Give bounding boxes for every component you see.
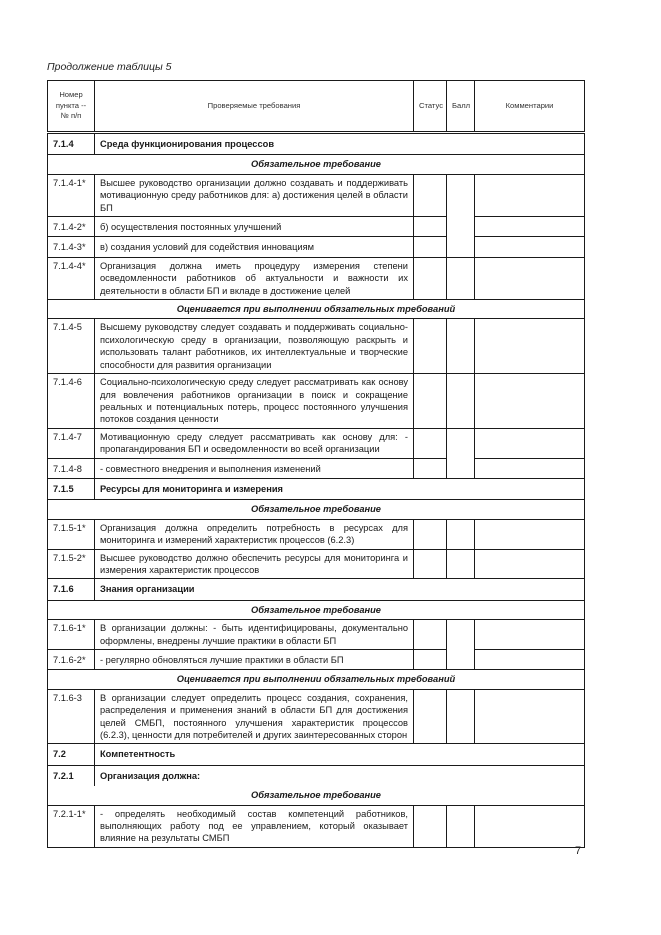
- status-cell[interactable]: [414, 174, 447, 216]
- score-cell[interactable]: [447, 689, 475, 744]
- page-number: 7: [575, 845, 582, 857]
- header-requirements: Проверяемые требования: [95, 81, 414, 133]
- item-number: 7.1.4-8: [48, 458, 95, 478]
- table-row: [48, 620, 585, 650]
- table-row: [48, 217, 585, 237]
- table-caption: Продолжение таблицы 5: [47, 61, 172, 73]
- table-row: [48, 257, 585, 299]
- table-row: [48, 650, 585, 670]
- section-row: [48, 579, 585, 600]
- comment-cell[interactable]: [475, 319, 585, 374]
- status-cell[interactable]: [414, 257, 447, 299]
- header-score: Балл: [447, 81, 475, 133]
- score-cell[interactable]: [447, 257, 475, 299]
- header-status: Статус: [414, 81, 447, 133]
- item-text: Мотивационную среду следует рассматривать как основу для: - пропагандирования БП и осведомленности во всей организации: [95, 428, 414, 458]
- table-row: [48, 374, 585, 429]
- item-text: б) осуществления постоянных улучшений: [95, 217, 414, 237]
- item-number: 7.1.4-7: [48, 428, 95, 458]
- subheader-row: [48, 786, 585, 805]
- item-number: 7.1.4-1*: [48, 174, 95, 216]
- section-title: Знания организации: [95, 579, 585, 600]
- section-row: [48, 744, 585, 765]
- comment-cell[interactable]: [475, 217, 585, 237]
- section-title: Среда функционирования процессов: [95, 133, 585, 155]
- header-number: Номер пункта -- № п/п: [48, 81, 95, 133]
- subheader-label: Обязательное требование: [48, 786, 585, 805]
- score-cell[interactable]: [447, 319, 475, 374]
- item-number: 7.1.6-2*: [48, 650, 95, 670]
- section-number: 7.1.4: [48, 133, 95, 155]
- comment-cell[interactable]: [475, 620, 585, 650]
- table-row: [48, 549, 585, 579]
- comment-cell[interactable]: [475, 805, 585, 847]
- section-title: Ресурсы для мониторинга и измерения: [95, 478, 585, 499]
- subheader-label: Обязательное требование: [48, 600, 585, 619]
- item-text: Социально-психологическую среду следует рассматривать как основу для вовлечения работников организации в поиск и сокращение реальных и потенциальных потерь, процесс постоянного улучшения потоков создания ценности: [95, 374, 414, 429]
- subheader-label: Оценивается при выполнении обязательных требований: [48, 300, 585, 319]
- table-row: [48, 458, 585, 478]
- section-row: [48, 133, 585, 155]
- section-row: [48, 478, 585, 499]
- score-cell[interactable]: [447, 620, 475, 670]
- item-number: 7.1.4-5: [48, 319, 95, 374]
- table-row: [48, 519, 585, 549]
- item-number: 7.1.6-3: [48, 689, 95, 744]
- subheader-label: Оценивается при выполнении обязательных требований: [48, 670, 585, 689]
- section-number: 7.2: [48, 744, 95, 765]
- comment-cell[interactable]: [475, 650, 585, 670]
- header-comments: Комментарии: [475, 81, 585, 133]
- subheader-label: Обязательное требование: [48, 500, 585, 519]
- subheader-row: [48, 600, 585, 619]
- item-number: 7.1.4-4*: [48, 257, 95, 299]
- item-number: 7.1.4-3*: [48, 237, 95, 257]
- status-cell[interactable]: [414, 620, 447, 650]
- subheader-row: [48, 300, 585, 319]
- comment-cell[interactable]: [475, 689, 585, 744]
- comment-cell[interactable]: [475, 237, 585, 257]
- item-number: 7.1.4-6: [48, 374, 95, 429]
- comment-cell[interactable]: [475, 458, 585, 478]
- score-cell[interactable]: [447, 174, 475, 257]
- comment-cell[interactable]: [475, 549, 585, 579]
- comment-cell[interactable]: [475, 374, 585, 429]
- section-title: Организация должна:: [95, 765, 585, 786]
- comment-cell[interactable]: [475, 428, 585, 458]
- status-cell[interactable]: [414, 374, 447, 429]
- status-cell[interactable]: [414, 237, 447, 257]
- section-number: 7.1.6: [48, 579, 95, 600]
- comment-cell[interactable]: [475, 257, 585, 299]
- table-row: [48, 319, 585, 374]
- item-number: 7.1.5-2*: [48, 549, 95, 579]
- table-row: [48, 805, 585, 847]
- score-cell[interactable]: [447, 549, 475, 579]
- item-number: 7.1.5-1*: [48, 519, 95, 549]
- item-number: 7.1.4-2*: [48, 217, 95, 237]
- section-row: [48, 765, 585, 786]
- score-cell[interactable]: [447, 519, 475, 549]
- score-cell[interactable]: [447, 428, 475, 478]
- score-cell[interactable]: [447, 374, 475, 429]
- item-text: В организации должны: - быть идентифицированы, документально оформлены, внедрены лучшие практики в области БП: [95, 620, 414, 650]
- status-cell[interactable]: [414, 549, 447, 579]
- table-row: [48, 237, 585, 257]
- item-text: Высшее руководство организации должно создавать и поддерживать мотивационную среду работников для: а) достижения целей в области БП: [95, 174, 414, 216]
- table-header-row: [48, 81, 585, 133]
- comment-cell[interactable]: [475, 174, 585, 216]
- status-cell[interactable]: [414, 689, 447, 744]
- comment-cell[interactable]: [475, 519, 585, 549]
- status-cell[interactable]: [414, 519, 447, 549]
- item-text: Организация должна определить потребность в ресурсах для мониторинга и измерений характеристик процессов (6.2.3): [95, 519, 414, 549]
- item-text: Высшее руководство должно обеспечить ресурсы для мониторинга и измерения характеристик процессов: [95, 549, 414, 579]
- status-cell[interactable]: [414, 217, 447, 237]
- item-text: в) создания условий для содействия инновациям: [95, 237, 414, 257]
- status-cell[interactable]: [414, 650, 447, 670]
- table-row: [48, 174, 585, 216]
- table-row: [48, 428, 585, 458]
- item-text: - совместного внедрения и выполнения изменений: [95, 458, 414, 478]
- section-number: 7.2.1: [48, 765, 95, 786]
- requirements-table: [47, 80, 585, 848]
- score-cell[interactable]: [447, 805, 475, 847]
- section-title: Компетентность: [95, 744, 585, 765]
- item-text: Организация должна иметь процедуру измерения степени осведомленности работников об актуальности и важности их деятельности в области БП и вкладе в достижение целей: [95, 257, 414, 299]
- status-cell[interactable]: [414, 805, 447, 847]
- status-cell[interactable]: [414, 319, 447, 374]
- section-number: 7.1.5: [48, 478, 95, 499]
- item-number: 7.1.6-1*: [48, 620, 95, 650]
- item-text: - регулярно обновляться лучшие практики в области БП: [95, 650, 414, 670]
- subheader-row: [48, 670, 585, 689]
- status-cell[interactable]: [414, 458, 447, 478]
- item-text: Высшему руководству следует создавать и поддерживать социально-психологическую среду в организации, позволяющую раскрыть и использовать талант работников, их интеллектуальные и творческие способности для развития организации: [95, 319, 414, 374]
- table-row: [48, 689, 585, 744]
- subheader-row: [48, 155, 585, 174]
- item-number: 7.2.1-1*: [48, 805, 95, 847]
- item-text: В организации следует определить процесс создания, сохранения, распределения и применения знаний в области БП для достижения целей СМБП, постоянного улучшения характеристик процессов (6.2.3), ценности для потребителей и других заинтересованных сторон: [95, 689, 414, 744]
- subheader-label: Обязательное требование: [48, 155, 585, 174]
- subheader-row: [48, 500, 585, 519]
- item-text: - определять необходимый состав компетенций работников, выполняющих работу под ее управлением, который оказывает влияние на результаты СМБП: [95, 805, 414, 847]
- status-cell[interactable]: [414, 428, 447, 458]
